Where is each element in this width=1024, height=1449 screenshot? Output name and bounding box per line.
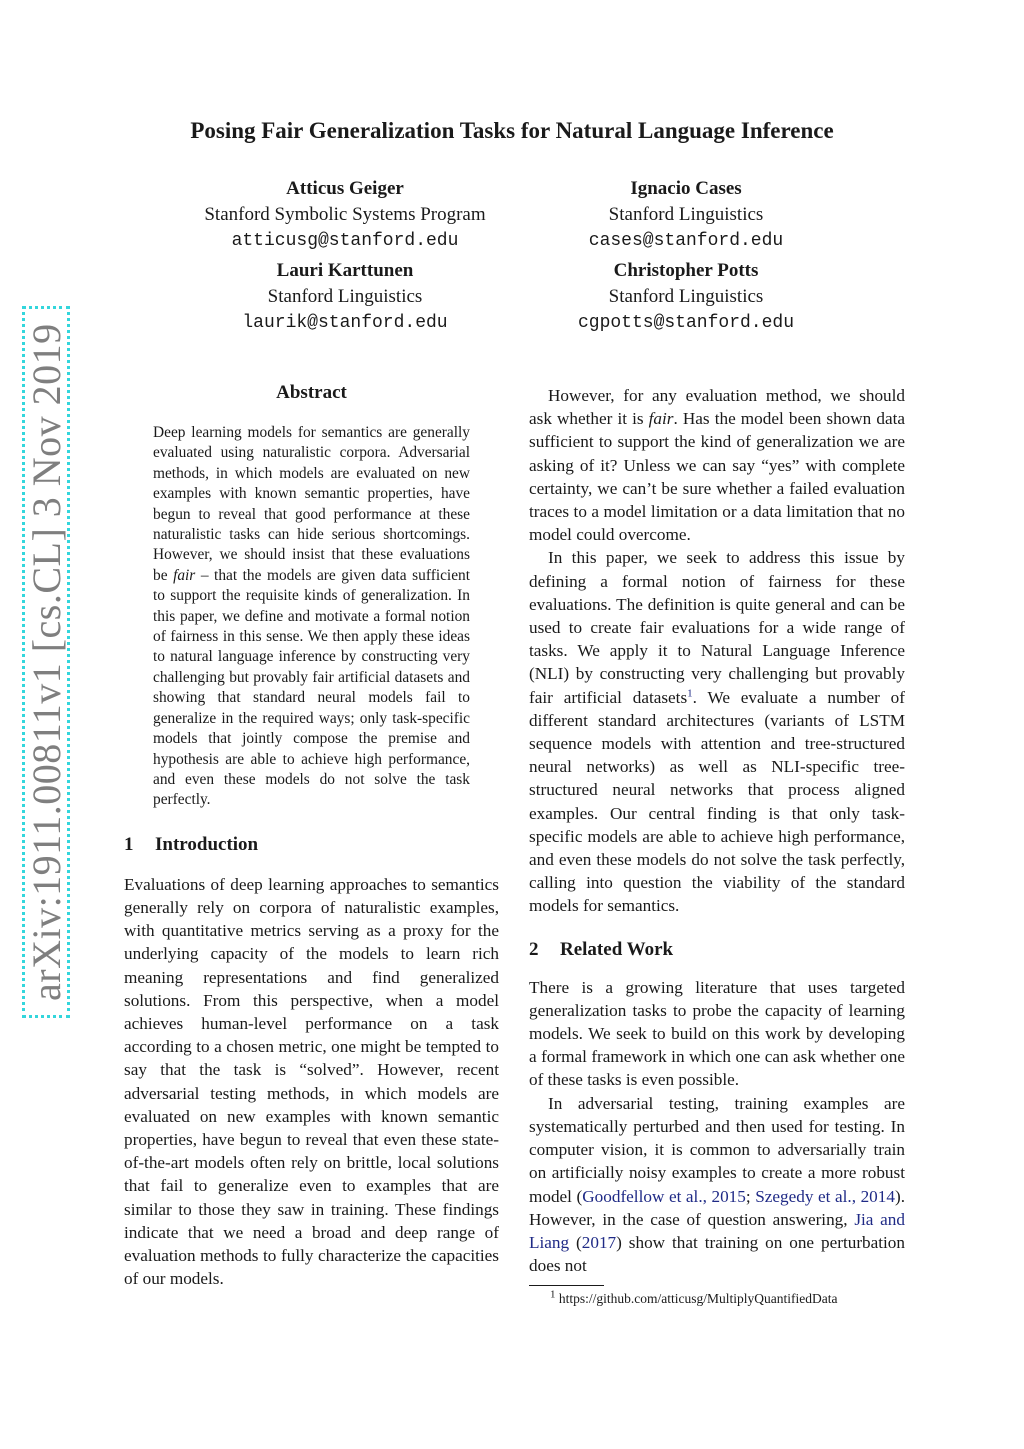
author-affiliation: Stanford Linguistics [608, 204, 764, 225]
citation-link[interactable]: Jia and Liang [529, 1209, 905, 1252]
author-affiliation: Stanford Linguistics [267, 286, 423, 307]
author-name: Lauri Karttunen [276, 260, 414, 281]
author-block [486, 176, 886, 254]
author-email: cgpotts@stanford.edu [577, 313, 795, 333]
footnote [529, 1290, 905, 1308]
footnote-number: 1 [550, 1288, 556, 1301]
citation-link[interactable]: Szegedy et al., 2014 [755, 1186, 895, 1206]
left-column [124, 382, 499, 1290]
author-email: atticusg@stanford.edu [231, 231, 459, 251]
author-email: laurik@stanford.edu [242, 313, 448, 333]
body-paragraph: In adversarial testing, training examples are systematically perturbed and then used for testing. In computer vision, it is common to adversarially train on artificially noisy examples to create a more robust model (Goodfellow et al., 2015; Szegedy et al., 2014). However, in the case of question answering, Jia and Liang (2017) show that training on one perturbation does not [529, 1093, 905, 1276]
section-heading-introduction: 1 Introduction [124, 833, 259, 855]
body-paragraph: There is a growing literature that uses targeted generalization tasks to probe the capacity of learning models. We seek to build on this work by developing a formal framework in which one can ask whether one of these tasks is even possible. [529, 977, 905, 1090]
footnote-rule [529, 1285, 604, 1286]
author-affiliation: Stanford Symbolic Systems Program [204, 204, 486, 225]
citation-year-link[interactable]: 2017 [581, 1232, 617, 1252]
abstract-heading: Abstract [276, 382, 347, 403]
section-heading-related-work: 2 Related Work [529, 938, 674, 960]
author-block [486, 258, 886, 336]
body-paragraph: However, for any evaluation method, we should ask whether it is fair. Has the model been shown data sufficient to support the kind of generalization we are asking of it? Unless we can say “yes” with complete certainty, we can’t be sure whether a failed evaluation traces to a model limitation or a data limitation that no model could overcome. [529, 386, 905, 545]
author-email: cases@stanford.edu [588, 231, 784, 251]
author-block [145, 176, 545, 254]
author-name: Ignacio Cases [630, 178, 742, 199]
right-column [529, 384, 905, 1308]
intro-paragraph: Evaluations of deep learning approaches to semantics generally rely on corpora of naturalistic examples, with quantitative metrics serving as a proxy for the underlying capacity of the models to learn rich meaning representations and find generalized solutions. From this perspective, when a model achieves human-level performance on a task according to a chosen metric, one might be tempted to say that the task is “solved”. However, recent adversarial testing methods, in which models are evaluated on new examples with known semantic properties, have begun to reveal that even these state-of-the-art models often rely on brittle, local solutions that fail to generalize even to examples that are similar to those they saw in training. These findings indicate that we need a broad and deep range of evaluation methods to fully characterize the capacities of our models. [124, 874, 499, 1289]
body-paragraph: In this paper, we seek to address this issue by defining a formal notion of fairness for these evaluations. The definition is quite general and can be used to create fair evaluations for a wide range of tasks. We apply it to Natural Language Inference (NLI) by constructing very challenging but provably fair artificial datasets$^1$. We evaluate a number of different standard architectures (variants of LSTM sequence models with attention and tree-structured neural networks) as well as NLI-specific tree-structured neural networks that process aligned examples. Our central finding is that only task-specific models are able to achieve high performance, and even these models do not solve the task perfectly, calling into question the viability of the standard models for semantics. [529, 548, 906, 916]
abstract-text: Deep learning models for semantics are generally evaluated using naturalistic corpora. Adversarial methods, in which models are evaluated on new examples with known semantic properties, have begun to reveal that good performance at these naturalistic tasks can hide serious shortcomings. However, we should insist that these evaluations be fair – that the models are given data sufficient to support the requisite kinds of generalization. In this paper, we define and motivate a formal notion of fairness in this sense. We then apply these ideas to natural language inference by constructing very challenging but provably fair artificial datasets and showing that standard neural models fail to generalize in the required ways; only task-specific models that jointly compose the premise and hypothesis are able to achieve high performance, and even these models do not solve the task perfectly. [153, 424, 471, 809]
author-name: Atticus Geiger [286, 178, 404, 199]
paper-title: Posing Fair Generalization Tasks for Natural Language Inference [190, 118, 834, 143]
arxiv-stamp: arXiv:1911.00811v1 [cs.CL] 3 Nov 2019 [22, 306, 70, 1018]
author-name: Christopher Potts [613, 260, 759, 281]
footnote-marker[interactable]: 1 [687, 686, 693, 699]
footnote-url[interactable]: https://github.com/atticusg/MultiplyQuantifiedData [558, 1291, 838, 1307]
author-affiliation: Stanford Linguistics [608, 286, 764, 307]
citation-link[interactable]: Goodfellow et al., 2015 [582, 1186, 746, 1206]
author-block [145, 258, 545, 336]
